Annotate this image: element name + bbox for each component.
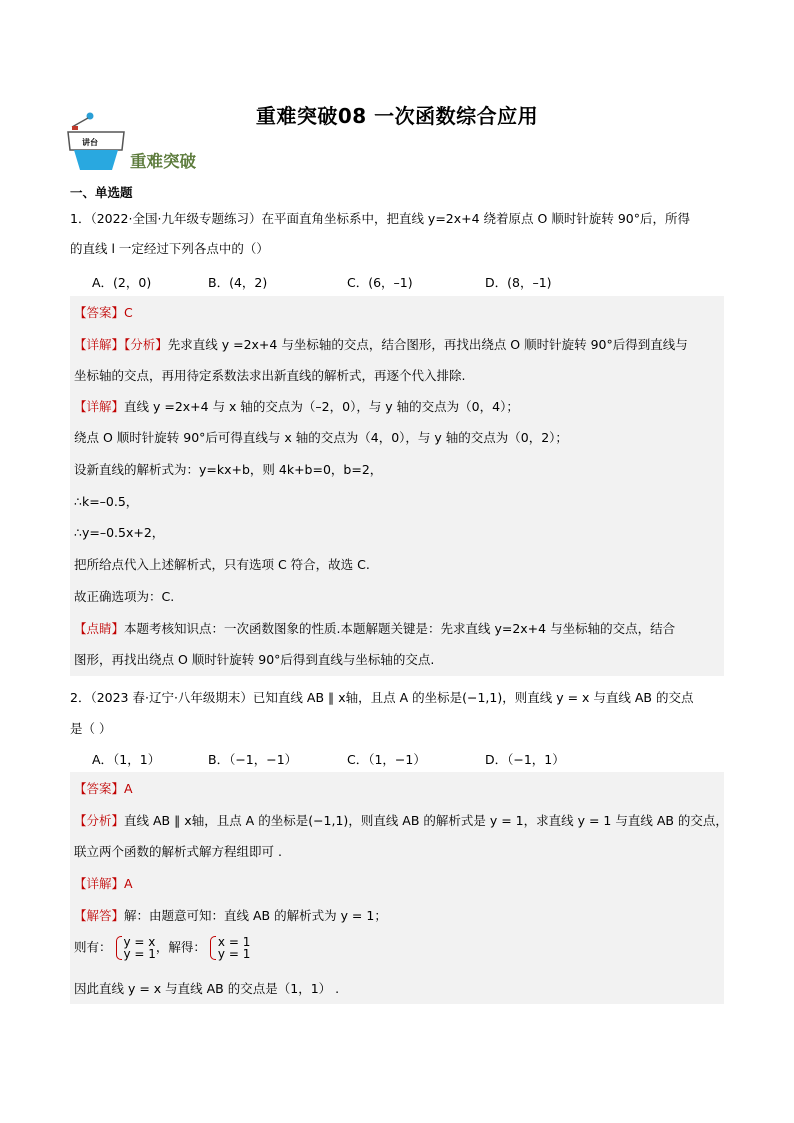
- q1-line-1: [74, 368, 720, 384]
- section-label: 重难突破: [130, 152, 196, 171]
- q1-line-10: [74, 652, 720, 668]
- q1-answer-block: [70, 296, 724, 676]
- q2-analysis-tag: 【分析】: [74, 813, 125, 828]
- q1-line-4: [74, 462, 720, 478]
- q2-answer-tag: 【答案】: [74, 781, 125, 796]
- q2-solve-line: [74, 908, 720, 924]
- q2-detail-value: A: [124, 876, 133, 891]
- q2-solution-eq2: y = 1: [217, 947, 251, 961]
- q2-analysis-line2: [74, 844, 720, 860]
- q1-stem-line1: 1．（2022·全国·九年级专题练习）在平面直角坐标系中，把直线 y=2x+4 绕着原点 O 顺时针旋转 90°后，所得: [70, 211, 690, 226]
- q1-line-text: 绕点 O 顺时针旋转 90°后可得直线与 x 轴的交点为（4，0），与 y 轴的交点为（0，2）；: [74, 430, 568, 445]
- q1-line-6: [74, 525, 720, 541]
- q2-option-b: B．（−1，−1）: [208, 752, 298, 767]
- q2-system-line: [74, 936, 720, 960]
- q1-line-tag: 【详解】: [74, 399, 125, 414]
- q2-analysis-text: 直线 AB ∥ x轴，且点 A 的坐标是(−1,1)，则直线 AB 的解析式是 y = 1，求直线 y = 1 与直线 AB 的交点，: [124, 813, 728, 828]
- q2-detail-line: [74, 876, 720, 892]
- q1-option-d: D．(8，–1): [485, 275, 552, 290]
- q2-options: [92, 750, 692, 766]
- q1-line-tag: 【点睛】: [74, 621, 125, 636]
- q1-line-8: [74, 589, 720, 605]
- logo-badge-text: 讲台: [82, 138, 98, 147]
- q1-line-text: 坐标轴的交点，再用待定系数法求出新直线的解析式，再逐个代入排除.: [74, 368, 466, 383]
- q1-line-2: [74, 399, 720, 415]
- q1-line-5: [74, 494, 720, 510]
- q1-option-a: A．(2，0): [92, 275, 152, 290]
- q2-system-eq2: y = 1: [123, 947, 156, 961]
- q2-system-solution: [210, 936, 250, 960]
- q2-solve-tag: 【解答】: [74, 908, 125, 923]
- q2-stem-line2: 是（ ）: [70, 721, 112, 736]
- q2-stem-line1: 2．（2023 春·辽宁·八年级期末）已知直线 AB ∥ x轴，且点 A 的坐标是(−1,1)，则直线 y = x 与直线 AB 的交点: [70, 690, 694, 705]
- q2-detail-tag: 【详解】: [74, 876, 125, 891]
- q2-answer-line: [74, 781, 720, 797]
- q1-line-text: 本题考核知识点：一次函数图象的性质.本题解题关键是：先求直线 y=2x+4 与坐标轴的交点，结合: [124, 621, 676, 636]
- q2-system-lead: 则有：: [74, 939, 112, 955]
- q1-options: [92, 273, 692, 289]
- q2-system-mid: ，解得：: [155, 939, 206, 955]
- q2-system-equations: [116, 936, 156, 960]
- q1-line-tag: 【详解】【分析】: [74, 337, 168, 352]
- q2-option-d: D．（−1，1）: [485, 752, 565, 767]
- q1-answer-tag: 【答案】: [74, 305, 125, 320]
- q2-analysis-line1: [74, 813, 728, 829]
- q2-conclusion-line: 因此直线 y = x 与直线 AB 的交点是（1，1） .: [74, 981, 340, 996]
- page-title: 重难突破08 一次函数综合应用: [255, 104, 539, 128]
- section-heading: 一、单选题: [70, 185, 133, 200]
- q1-answer-line: [74, 305, 720, 321]
- q1-option-c: C．(6，–1): [347, 275, 413, 290]
- q1-line-9: [74, 621, 720, 637]
- podium-logo-icon: [62, 110, 132, 172]
- q2-option-a: A．（1，1）: [92, 752, 161, 767]
- q1-line-text: ∴y=–0.5x+2，: [74, 525, 165, 540]
- q2-answer-value: A: [124, 781, 133, 796]
- q1-line-text: 先求直线 y =2x+4 与坐标轴的交点，结合图形，再找出绕点 O 顺时针旋转 90°后得到直线与: [167, 337, 688, 352]
- q1-line-text: 直线 y =2x+4 与 x 轴的交点为（–2，0），与 y 轴的交点为（0，4）；: [124, 399, 519, 414]
- q1-line-3: [74, 430, 720, 446]
- q2-solve-text: 解：由题意可知：直线 AB 的解析式为 y = 1；: [124, 908, 387, 923]
- q1-line-text: 把所给点代入上述解析式，只有选项 C 符合，故选 C.: [74, 557, 370, 572]
- q1-line-text: 设新直线的解析式为：y=kx+b，则 4k+b=0，b=2，: [74, 462, 383, 477]
- q1-line-0: [74, 337, 720, 353]
- q1-line-7: [74, 557, 720, 573]
- q1-stem-line2: 的直线 l 一定经过下列各点中的（）: [70, 241, 269, 256]
- q2-system-eq1: y = x: [123, 935, 156, 949]
- q1-line-text: 故正确选项为：C.: [74, 589, 175, 604]
- q1-option-b: B．(4，2): [208, 275, 268, 290]
- q2-answer-block: [70, 772, 728, 1004]
- q2-analysis-text-2: 联立两个函数的解析式解方程组即可 .: [74, 844, 282, 859]
- q1-line-text: ∴k=–0.5，: [74, 494, 139, 509]
- q2-solution-eq1: x = 1: [217, 935, 251, 949]
- q2-option-c: C．（1，−1）: [347, 752, 426, 767]
- q1-answer-value: C: [124, 305, 133, 320]
- q1-line-text: 图形，再找出绕点 O 顺时针旋转 90°后得到直线与坐标轴的交点.: [74, 652, 435, 667]
